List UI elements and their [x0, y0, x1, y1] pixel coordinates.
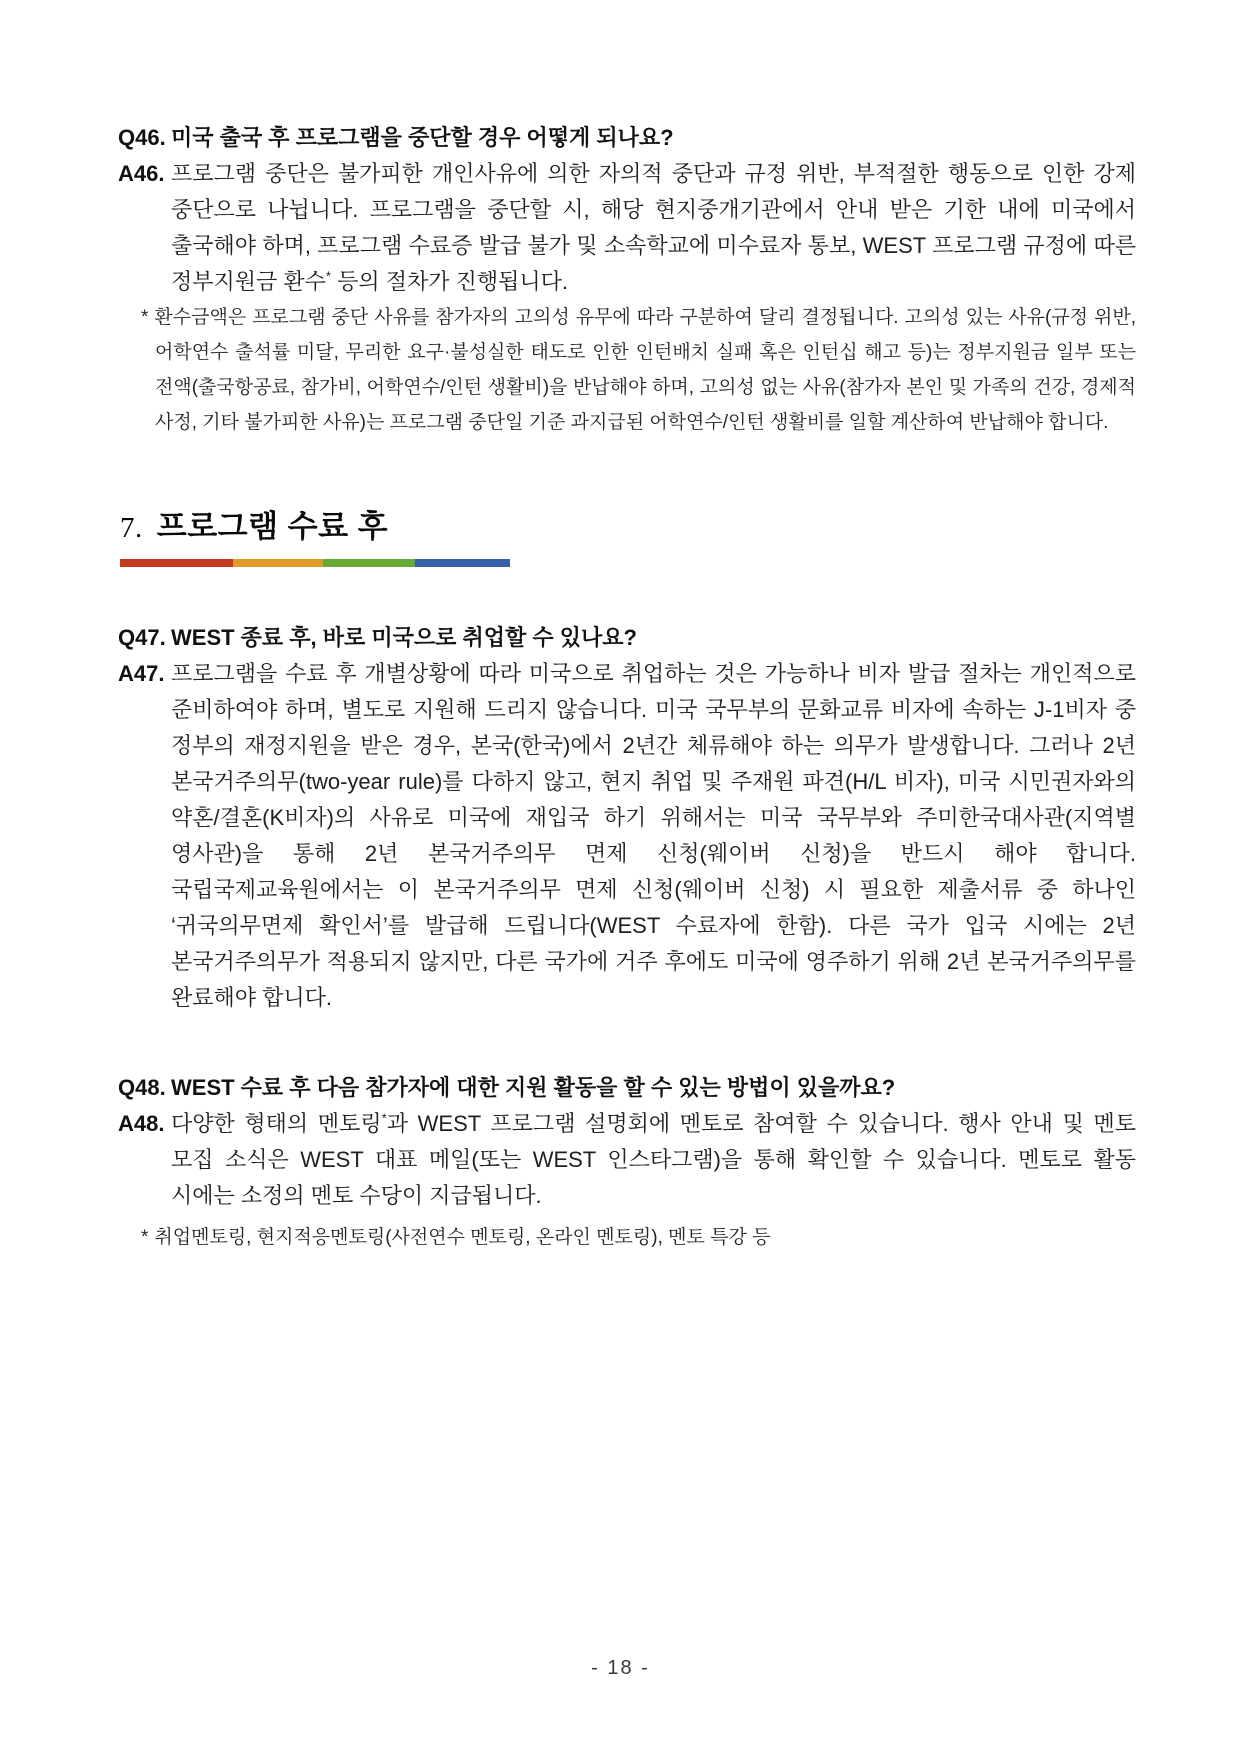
- section-number: 7.: [120, 512, 143, 544]
- page-number: - 18 -: [591, 1657, 650, 1679]
- footnote-marker: *: [141, 1227, 149, 1248]
- question-label: Q46.: [118, 125, 166, 150]
- faq-item-q46: [118, 120, 1136, 440]
- answer-label: A46.: [118, 161, 165, 186]
- question-label: Q47.: [118, 625, 166, 650]
- answer-text: [171, 1106, 1136, 1214]
- footnote-text: 취업멘토링, 현지적응멘토링(사전연수 멘토링, 온라인 멘토링), 멘토 특강 등: [154, 1227, 771, 1248]
- divider-bar-segment-green: [323, 559, 415, 567]
- question-text: WEST 수료 후 다음 참가자에 대한 지원 활동을 할 수 있는 방법이 있을까요?: [171, 1075, 896, 1100]
- answer-text-part2: 과 WEST 프로그램 설명회에 멘토로 참여할 수 있습니다. 행사 안내 및 멘토 모집 소식은 WEST 대표 메일(또는 WEST 인스타그램)을 통해 확인할 수 있습니다. 멘토로 활동 시에는 소정의 멘토 수당이 지급됩니다.: [171, 1111, 1136, 1208]
- answer-text-part2: 등의 절차가 진행됩니다.: [331, 269, 569, 294]
- faq-item-q47: [118, 620, 1136, 1016]
- footnote-text: 환수금액은 프로그램 중단 사유를 참가자의 고의성 유무에 따라 구분하여 달리 결정됩니다. 고의성 있는 사유(규정 위반, 어학연수 출석률 미달, 무리한 요구·불성실한 태도로 인한 인턴배치 실패 혹은 인턴십 해고 등)는 정부지원금 일부 또는 전액(출국항공료, 참가비, 어학연수/인턴 생활비)을 반납해야 하며, 고의성 없는 사유(참가자 본인 및 가족의 건강, 경제적 사정, 기타 불가피한 사유)는 프로그램 중단일 기준 과지급된 어학연수/인턴 생활비를 일할 계산하여 반납해야 합니다.: [154, 307, 1136, 433]
- divider-bar-segment-blue: [415, 559, 510, 567]
- answer-text-part1: 다양한 형태의 멘토링: [171, 1111, 382, 1136]
- footnote-reference-asterisk: *: [381, 1110, 387, 1126]
- footnote: [118, 1220, 1136, 1255]
- answer-row: [118, 656, 1136, 1016]
- answer-text: [171, 156, 1136, 300]
- question-label: Q48.: [118, 1075, 166, 1100]
- question-text: WEST 종료 후, 바로 미국으로 취업할 수 있나요?: [171, 625, 637, 650]
- section-title: [118, 510, 1136, 545]
- answer-text-part1: 프로그램 중단은 불가피한 개인사유에 의한 자의적 중단과 규정 위반, 부적절한 행동으로 인한 강제 중단으로 나뉩니다. 프로그램을 중단할 시, 해당 현지중개기관에서 안내 받은 기한 내에 미국에서 출국해야 하며, 프로그램 수료증 발급 불가 및 소속학교에 미수료자 통보, WEST 프로그램 규정에 따른 정부지원금 환수: [171, 161, 1136, 294]
- question-row: [118, 1070, 1136, 1106]
- question-row: [118, 620, 1136, 656]
- answer-text: [171, 656, 1136, 1016]
- footnote-reference-asterisk: *: [325, 268, 332, 284]
- answer-text-part1: 프로그램을 수료 후 개별상황에 따라 미국으로 취업하는 것은 가능하나 비자 발급 절차는 개인적으로 준비하여야 하며, 별도로 지원해 드리지 않습니다. 미국 국무부의 문화교류 비자에 속하는 J-1비자 중 정부의 재정지원을 받은 경우, 본국(한국)에서 2년간 체류해야 하는 의무가 발생합니다. 그러나 2년 본국거주의무(two-year rule)를 다하지 않고, 현지 취업 및 주재원 파견(H/L 비자), 미국 시민권자와의 약혼/결혼(K비자)의 사유로 미국에 재입국 하기 위해서는 미국 국무부와 주미한국대사관(지역별 영사관)을 통해 2년 본국거주의무 면제 신청(웨이버 신청)을 반드시 해야 합니다. 국립국제교육원에서는 이 본국거주의무 면제 신청(웨이버 신청) 시 필요한 제출서류 중 하나인 ‘귀국의무면제 확인서’를 발급해 드립니다(WEST 수료자에 한함). 다른 국가 입국 시에는 2년 본국거주의무가 적용되지 않지만, 다른 국가에 거주 후에도 미국에 영주하기 위해 2년 본국거주의무를 완료해야 합니다.: [171, 661, 1136, 1010]
- answer-row: [118, 1106, 1136, 1214]
- answer-label: A47.: [118, 661, 165, 686]
- section-divider-bar: [120, 559, 510, 567]
- faq-item-q48: [118, 1070, 1136, 1255]
- divider-bar-segment-orange: [233, 559, 323, 567]
- answer-row: [118, 156, 1136, 300]
- page-content: [118, 120, 1136, 1255]
- divider-bar-segment-red: [120, 559, 233, 567]
- answer-label: A48.: [118, 1111, 165, 1136]
- footnote-marker: *: [141, 307, 149, 328]
- footnote: [118, 300, 1136, 440]
- question-text: 미국 출국 후 프로그램을 중단할 경우 어떻게 되나요?: [171, 125, 674, 150]
- section-header: [118, 510, 1136, 567]
- question-row: [118, 120, 1136, 156]
- section-title-text: 프로그램 수료 후: [156, 509, 389, 544]
